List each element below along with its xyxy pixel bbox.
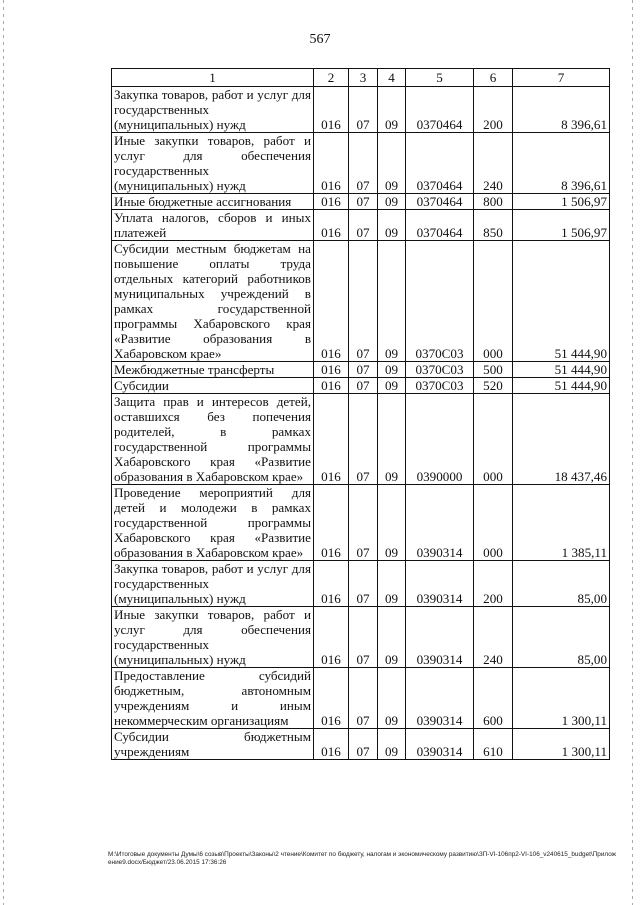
row-value-cell-c3: 07 <box>349 394 378 485</box>
table-row <box>112 133 610 194</box>
row-value-cell-c2: 016 <box>314 362 349 378</box>
row-value-cell-c6: 500 <box>474 362 513 378</box>
row-value-cell-c2: 016 <box>314 607 349 668</box>
row-value-cell-c5: 0370С03 <box>406 378 474 394</box>
row-value-cell-c7: 8 396,61 <box>513 87 610 133</box>
table-header-row <box>112 69 610 87</box>
row-name-cell: Закупка товаров, работ и услуг для государственных (муниципальных) нужд <box>112 87 314 133</box>
row-value-cell-c7: 18 437,46 <box>513 394 610 485</box>
row-name-cell: Субсидии <box>112 378 314 394</box>
row-name-cell: Уплата налогов, сборов и иных платежей <box>112 210 314 241</box>
row-value-cell-c7: 51 444,90 <box>513 241 610 362</box>
row-value-cell-c3: 07 <box>349 87 378 133</box>
row-value-cell-c4: 09 <box>378 241 406 362</box>
column-header: 6 <box>474 69 513 87</box>
row-name-cell: Субсидии бюджетным учреждениям <box>112 729 314 760</box>
row-value-cell-c7: 85,00 <box>513 607 610 668</box>
row-value-cell-c3: 07 <box>349 133 378 194</box>
row-value-cell-c3: 07 <box>349 561 378 607</box>
row-value-cell-c3: 07 <box>349 362 378 378</box>
row-value-cell-c7: 51 444,90 <box>513 362 610 378</box>
row-value-cell-c6: 240 <box>474 607 513 668</box>
column-header: 7 <box>513 69 610 87</box>
row-value-cell-c7: 1 385,11 <box>513 485 610 561</box>
row-value-cell-c3: 07 <box>349 241 378 362</box>
row-name-cell: Иные закупки товаров, работ и услуг для обеспечения государственных (муниципальных) нужд <box>112 607 314 668</box>
row-value-cell-c4: 09 <box>378 87 406 133</box>
row-value-cell-c5: 0370С03 <box>406 241 474 362</box>
row-value-cell-c3: 07 <box>349 194 378 210</box>
row-value-cell-c5: 0390000 <box>406 394 474 485</box>
row-value-cell-c4: 09 <box>378 394 406 485</box>
table-row <box>112 729 610 760</box>
row-value-cell-c5: 0370464 <box>406 87 474 133</box>
row-value-cell-c4: 09 <box>378 378 406 394</box>
table-row <box>112 87 610 133</box>
row-name-cell: Иные бюджетные ассигнования <box>112 194 314 210</box>
row-name-cell: Проведение мероприятий для детей и молодежи в рамках государственной программы Хабаровского края «Развитие образования в Хабаровском крае» <box>112 485 314 561</box>
row-name-cell: Иные закупки товаров, работ и услуг для обеспечения государственных (муниципальных) нужд <box>112 133 314 194</box>
row-value-cell-c4: 09 <box>378 362 406 378</box>
row-value-cell-c3: 07 <box>349 210 378 241</box>
row-value-cell-c7: 8 396,61 <box>513 133 610 194</box>
row-value-cell-c6: 800 <box>474 194 513 210</box>
row-name-cell: Закупка товаров, работ и услуг для государственных (муниципальных) нужд <box>112 561 314 607</box>
row-value-cell-c3: 07 <box>349 378 378 394</box>
column-header: 5 <box>406 69 474 87</box>
row-value-cell-c2: 016 <box>314 241 349 362</box>
table-row <box>112 668 610 729</box>
row-value-cell-c2: 016 <box>314 485 349 561</box>
table-row <box>112 194 610 210</box>
table-row <box>112 607 610 668</box>
table-row <box>112 485 610 561</box>
row-value-cell-c4: 09 <box>378 210 406 241</box>
row-value-cell-c6: 610 <box>474 729 513 760</box>
row-name-cell: Межбюджетные трансферты <box>112 362 314 378</box>
row-value-cell-c5: 0370464 <box>406 194 474 210</box>
row-value-cell-c5: 0390314 <box>406 485 474 561</box>
row-value-cell-c2: 016 <box>314 668 349 729</box>
row-value-cell-c6: 200 <box>474 87 513 133</box>
row-value-cell-c5: 0390314 <box>406 607 474 668</box>
row-value-cell-c4: 09 <box>378 194 406 210</box>
table-row <box>112 241 610 362</box>
row-value-cell-c2: 016 <box>314 210 349 241</box>
scan-edge-left <box>3 0 4 905</box>
row-value-cell-c2: 016 <box>314 133 349 194</box>
column-header: 2 <box>314 69 349 87</box>
row-value-cell-c7: 85,00 <box>513 561 610 607</box>
row-name-cell: Предоставление субсидий бюджетным, автономным учреждениям и иным некоммерческим организациям <box>112 668 314 729</box>
row-value-cell-c4: 09 <box>378 729 406 760</box>
row-value-cell-c6: 240 <box>474 133 513 194</box>
row-value-cell-c4: 09 <box>378 561 406 607</box>
row-value-cell-c6: 000 <box>474 241 513 362</box>
row-value-cell-c7: 1 300,11 <box>513 729 610 760</box>
row-value-cell-c3: 07 <box>349 668 378 729</box>
row-value-cell-c7: 51 444,90 <box>513 378 610 394</box>
row-value-cell-c2: 016 <box>314 378 349 394</box>
table-row <box>112 561 610 607</box>
column-header: 1 <box>112 69 314 87</box>
column-header: 4 <box>378 69 406 87</box>
row-value-cell-c4: 09 <box>378 133 406 194</box>
budget-table <box>111 68 610 760</box>
row-value-cell-c7: 1 506,97 <box>513 194 610 210</box>
row-value-cell-c7: 1 300,11 <box>513 668 610 729</box>
row-value-cell-c3: 07 <box>349 607 378 668</box>
row-value-cell-c6: 850 <box>474 210 513 241</box>
row-value-cell-c2: 016 <box>314 87 349 133</box>
row-value-cell-c4: 09 <box>378 485 406 561</box>
table-row <box>112 210 610 241</box>
row-value-cell-c5: 0370464 <box>406 210 474 241</box>
row-value-cell-c4: 09 <box>378 607 406 668</box>
table-row <box>112 362 610 378</box>
row-value-cell-c2: 016 <box>314 394 349 485</box>
row-name-cell: Защита прав и интересов детей, оставшихся без попечения родителей, в рамках государственной программы Хабаровского края «Развитие образования в Хабаровском крае» <box>112 394 314 485</box>
row-value-cell-c3: 07 <box>349 729 378 760</box>
row-value-cell-c2: 016 <box>314 194 349 210</box>
document-file-path: M:\Итоговые документы Думы\6 созыв\Проекты\Законы\2 чтение\Комитет по бюджету, налогам и экономическому развитию\ЗП-VI-106пр2-VI-106_v240615_budget\Приложение9.docx/Бюджет/23.06.2015 17:36:26 <box>108 851 616 866</box>
row-name-cell: Субсидии местным бюджетам на повышение оплаты труда отдельных категорий работников муниципальных учреждений в рамках государственной программы Хабаровского края «Развитие образования в Хабаровском крае» <box>112 241 314 362</box>
row-value-cell-c6: 520 <box>474 378 513 394</box>
page-number: 567 <box>309 32 331 47</box>
row-value-cell-c5: 0370С03 <box>406 362 474 378</box>
row-value-cell-c3: 07 <box>349 485 378 561</box>
scan-edge-right <box>632 0 633 905</box>
row-value-cell-c4: 09 <box>378 668 406 729</box>
table-row <box>112 394 610 485</box>
column-header: 3 <box>349 69 378 87</box>
row-value-cell-c6: 600 <box>474 668 513 729</box>
row-value-cell-c5: 0370464 <box>406 133 474 194</box>
row-value-cell-c7: 1 506,97 <box>513 210 610 241</box>
row-value-cell-c6: 200 <box>474 561 513 607</box>
row-value-cell-c2: 016 <box>314 729 349 760</box>
row-value-cell-c5: 0390314 <box>406 729 474 760</box>
row-value-cell-c5: 0390314 <box>406 561 474 607</box>
table-row <box>112 378 610 394</box>
row-value-cell-c2: 016 <box>314 561 349 607</box>
row-value-cell-c5: 0390314 <box>406 668 474 729</box>
row-value-cell-c6: 000 <box>474 394 513 485</box>
row-value-cell-c6: 000 <box>474 485 513 561</box>
